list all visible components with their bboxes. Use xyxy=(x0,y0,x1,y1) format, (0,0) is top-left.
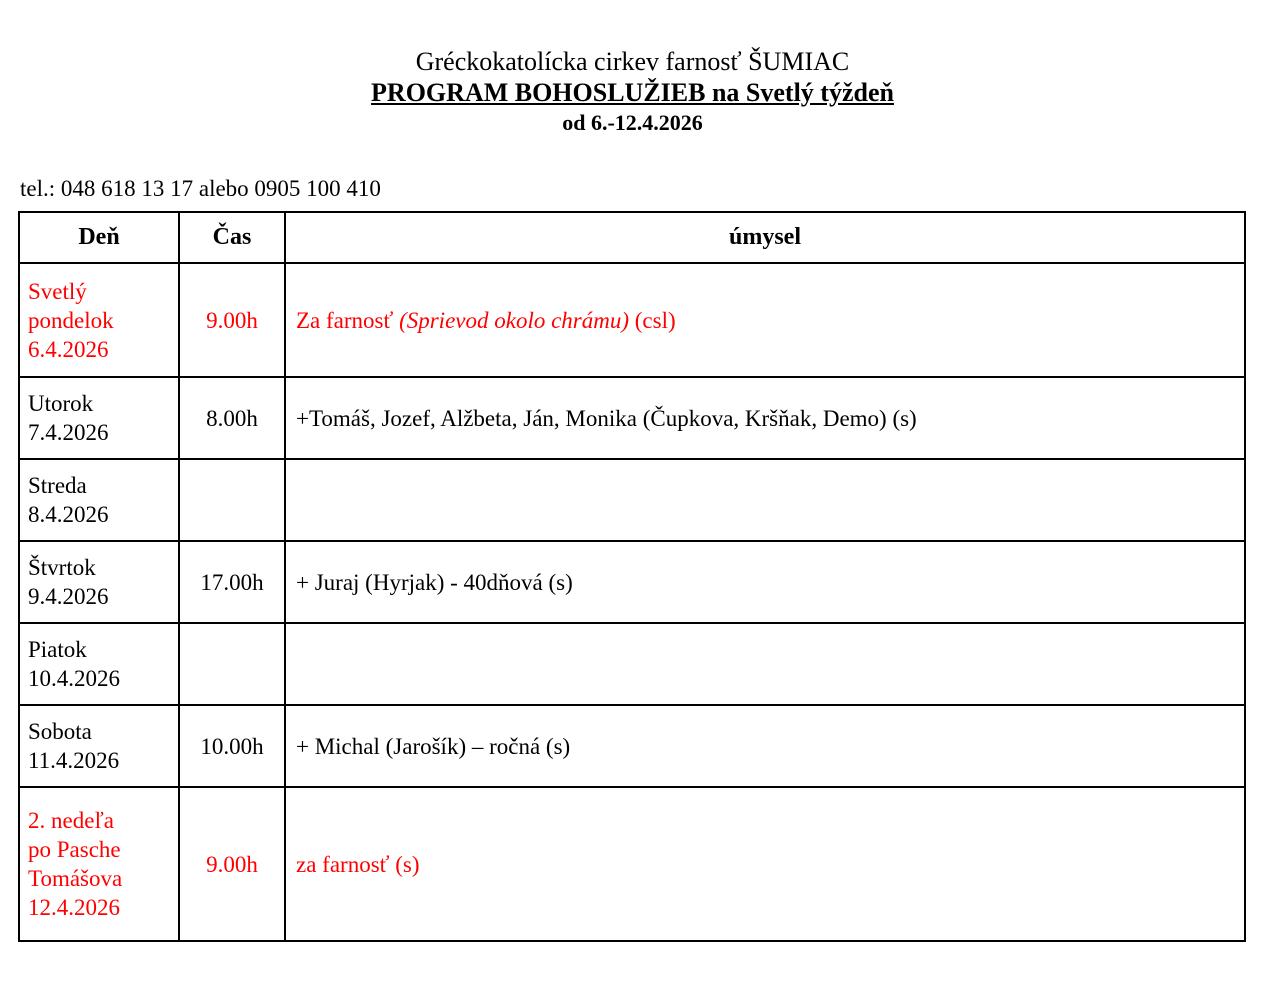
day-line: Svetlý xyxy=(28,278,87,304)
day-line: Sobota xyxy=(28,719,92,744)
intention-text: za farnosť (s) xyxy=(296,851,420,877)
table-header-row xyxy=(19,212,1245,263)
table-row xyxy=(19,705,1245,787)
cell-time xyxy=(179,459,285,541)
table-row xyxy=(19,623,1245,705)
table-header xyxy=(19,212,1245,263)
cell-day xyxy=(19,263,179,377)
day-line: Piatok xyxy=(28,637,87,662)
schedule-table xyxy=(18,211,1246,942)
cell-day xyxy=(19,705,179,787)
cell-time: 17.00h xyxy=(179,541,285,623)
cell-day xyxy=(19,787,179,941)
cell-time xyxy=(179,623,285,705)
column-header-day: Deň xyxy=(19,212,179,263)
cell-intention xyxy=(285,787,1245,941)
cell-time: 9.00h xyxy=(179,787,285,941)
day-line: 12.4.2026 xyxy=(28,895,120,920)
contact-line: tel.: 048 618 13 17 alebo 0905 100 410 xyxy=(20,176,381,201)
cell-day xyxy=(19,377,179,459)
cell-intention xyxy=(285,541,1245,623)
intention-text: + Juraj (Hyrjak) - 40dňová (s) xyxy=(296,569,573,595)
day-line: 11.4.2026 xyxy=(28,748,120,773)
intention-text: + Michal (Jarošík) – ročná (s) xyxy=(296,733,571,759)
cell-intention xyxy=(285,623,1245,705)
table-body xyxy=(19,263,1245,941)
day-line: Štvrtok xyxy=(28,555,96,580)
table-row xyxy=(19,787,1245,941)
day-line: Tomášova xyxy=(28,866,123,891)
day-line: 2. nedeľa xyxy=(28,808,114,833)
table-row xyxy=(19,541,1245,623)
cell-time: 10.00h xyxy=(179,705,285,787)
intention-text: +Tomáš, Jozef, Alžbeta, Ján, Monika (Čupkova, Kršňak, Demo) (s) xyxy=(296,405,917,431)
cell-day xyxy=(19,541,179,623)
day-line: 9.4.2026 xyxy=(28,584,109,609)
day-line: pondelok xyxy=(28,307,114,333)
column-header-intention: úmysel xyxy=(285,212,1245,263)
program-title: PROGRAM BOHOSLUŽIEB na Svetlý týždeň xyxy=(371,78,894,107)
cell-day xyxy=(19,623,179,705)
intention-text: Za farnosť xyxy=(296,307,400,333)
cell-intention xyxy=(285,263,1245,377)
day-line: 10.4.2026 xyxy=(28,666,120,691)
day-line: 6.4.2026 xyxy=(28,336,109,362)
cell-time: 9.00h xyxy=(179,263,285,377)
cell-day xyxy=(19,459,179,541)
day-line: po Pasche xyxy=(28,837,121,862)
intention-note: (Sprievod okolo chrámu) xyxy=(399,307,630,333)
table-row xyxy=(19,377,1245,459)
cell-intention xyxy=(285,459,1245,541)
day-line: Utorok xyxy=(28,391,94,416)
column-header-time: Čas xyxy=(179,212,285,263)
day-line: Streda xyxy=(28,473,87,498)
parish-title: Gréckokatolícka cirkev farnosť ŠUMIAC xyxy=(415,47,850,76)
date-range: od 6.-12.4.2026 xyxy=(562,110,703,135)
cell-time: 8.00h xyxy=(179,377,285,459)
day-line: 8.4.2026 xyxy=(28,502,109,527)
document-header xyxy=(18,0,1247,138)
table-row xyxy=(19,263,1245,377)
day-line: 7.4.2026 xyxy=(28,420,109,445)
cell-intention xyxy=(285,705,1245,787)
table-row xyxy=(19,459,1245,541)
intention-suffix: (csl) xyxy=(629,307,676,333)
cell-intention xyxy=(285,377,1245,459)
